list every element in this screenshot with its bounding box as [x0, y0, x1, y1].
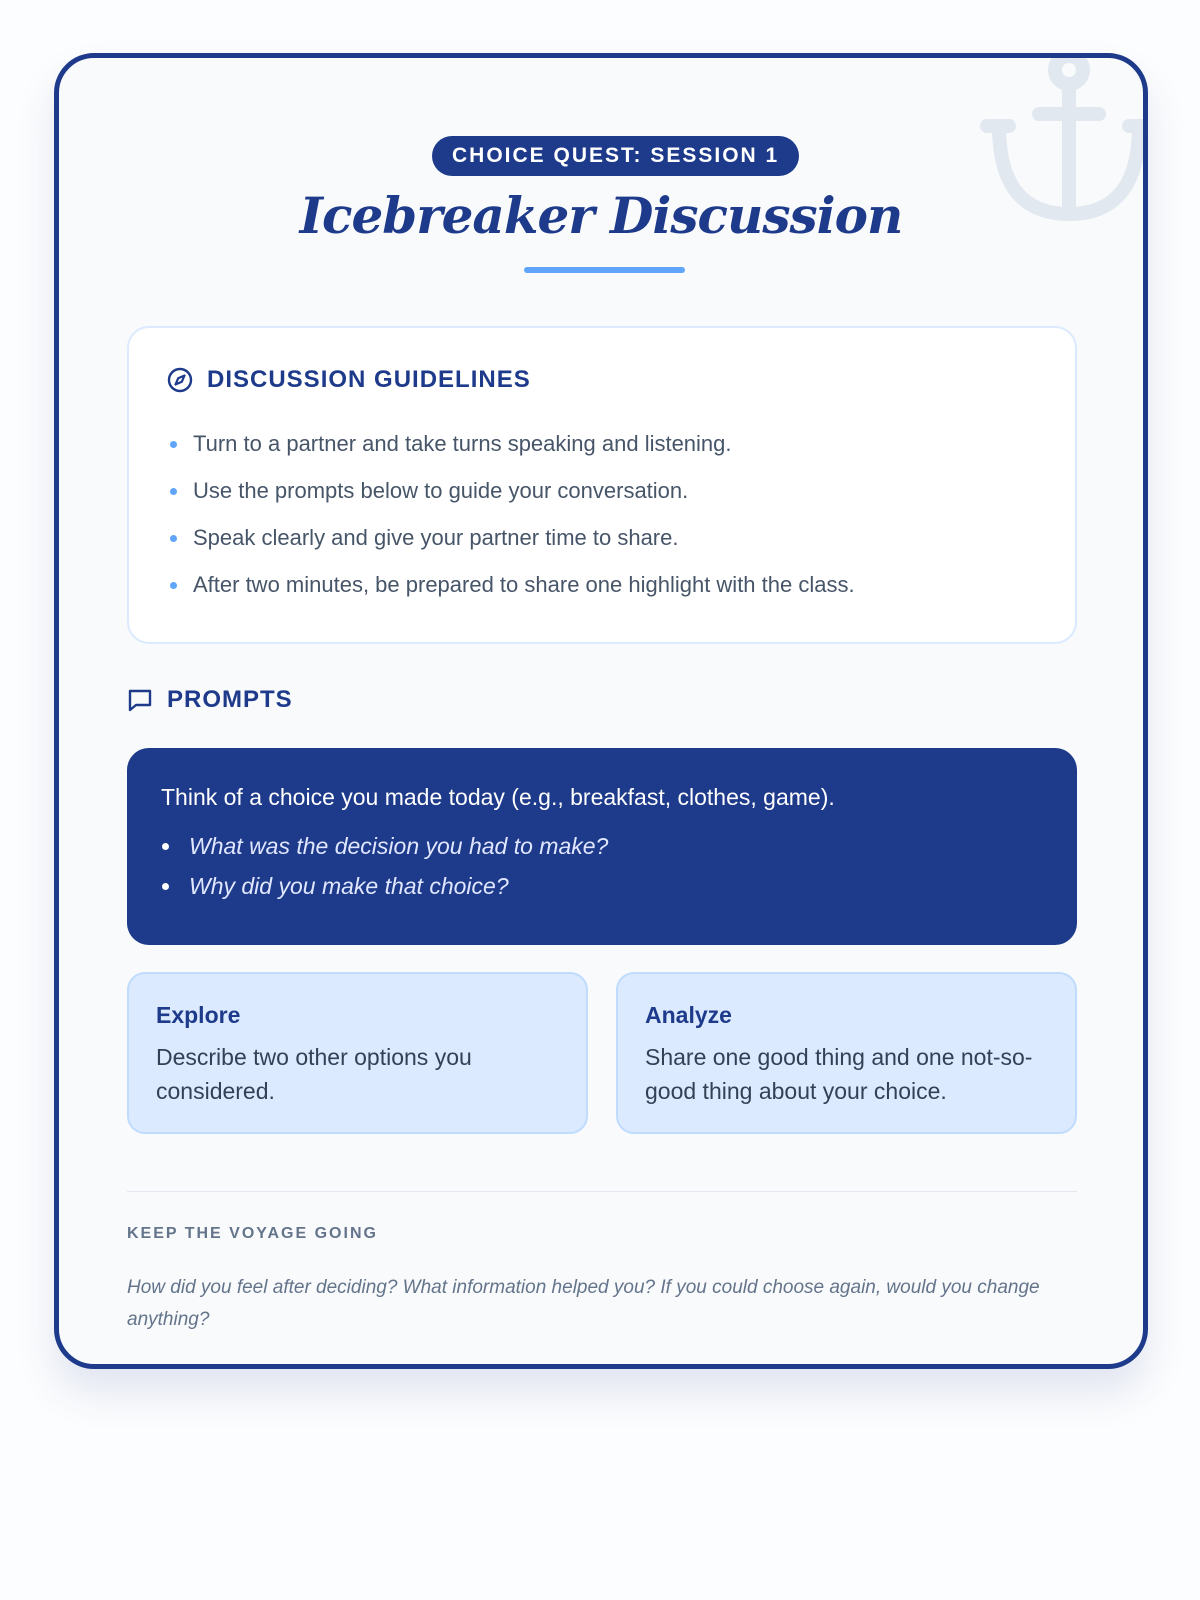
main-prompt-card [127, 748, 1077, 945]
explore-card [127, 972, 588, 1134]
guideline-item: After two minutes, be prepared to share one highlight with the class. [167, 569, 855, 616]
guideline-item: Turn to a partner and take turns speaking and listening. [167, 428, 855, 475]
guideline-item: Use the prompts below to guide your conversation. [167, 475, 855, 522]
prompts-heading [127, 686, 293, 714]
explore-text: Describe two other options you considered. [156, 1044, 472, 1104]
footer-label: KEEP THE VOYAGE GOING [127, 1225, 378, 1242]
prompt-question: What was the decision you had to make? [161, 826, 1043, 866]
guidelines-heading [167, 366, 531, 394]
prompts-heading-label: PROMPTS [167, 686, 293, 713]
title-underline [524, 267, 685, 273]
analyze-title: Analyze [645, 1002, 732, 1028]
page-title: Icebreaker Discussion [299, 186, 903, 245]
chat-bubble-icon [127, 687, 153, 713]
guideline-item: Speak clearly and give your partner time to share. [167, 522, 855, 569]
analyze-card [616, 972, 1077, 1134]
session-badge: CHOICE QUEST: SESSION 1 [432, 136, 799, 176]
analyze-text: Share one good thing and one not-so-good thing about your choice. [645, 1044, 1033, 1104]
explore-title: Explore [156, 1002, 241, 1028]
divider [127, 1191, 1077, 1192]
main-prompt-text: Think of a choice you made today (e.g., breakfast, clothes, game). [161, 784, 835, 810]
prompt-question: Why did you make that choice? [161, 866, 1043, 906]
footer-reflection-text: How did you feel after deciding? What information helped you? If you could choose again, would you change anything? [127, 1277, 1040, 1330]
prompt-questions [161, 826, 1043, 906]
activity-card [54, 53, 1148, 1369]
guidelines-list [167, 428, 855, 616]
guidelines-heading-label: DISCUSSION GUIDELINES [207, 366, 531, 393]
compass-icon [167, 367, 193, 393]
guidelines-panel [127, 326, 1077, 644]
